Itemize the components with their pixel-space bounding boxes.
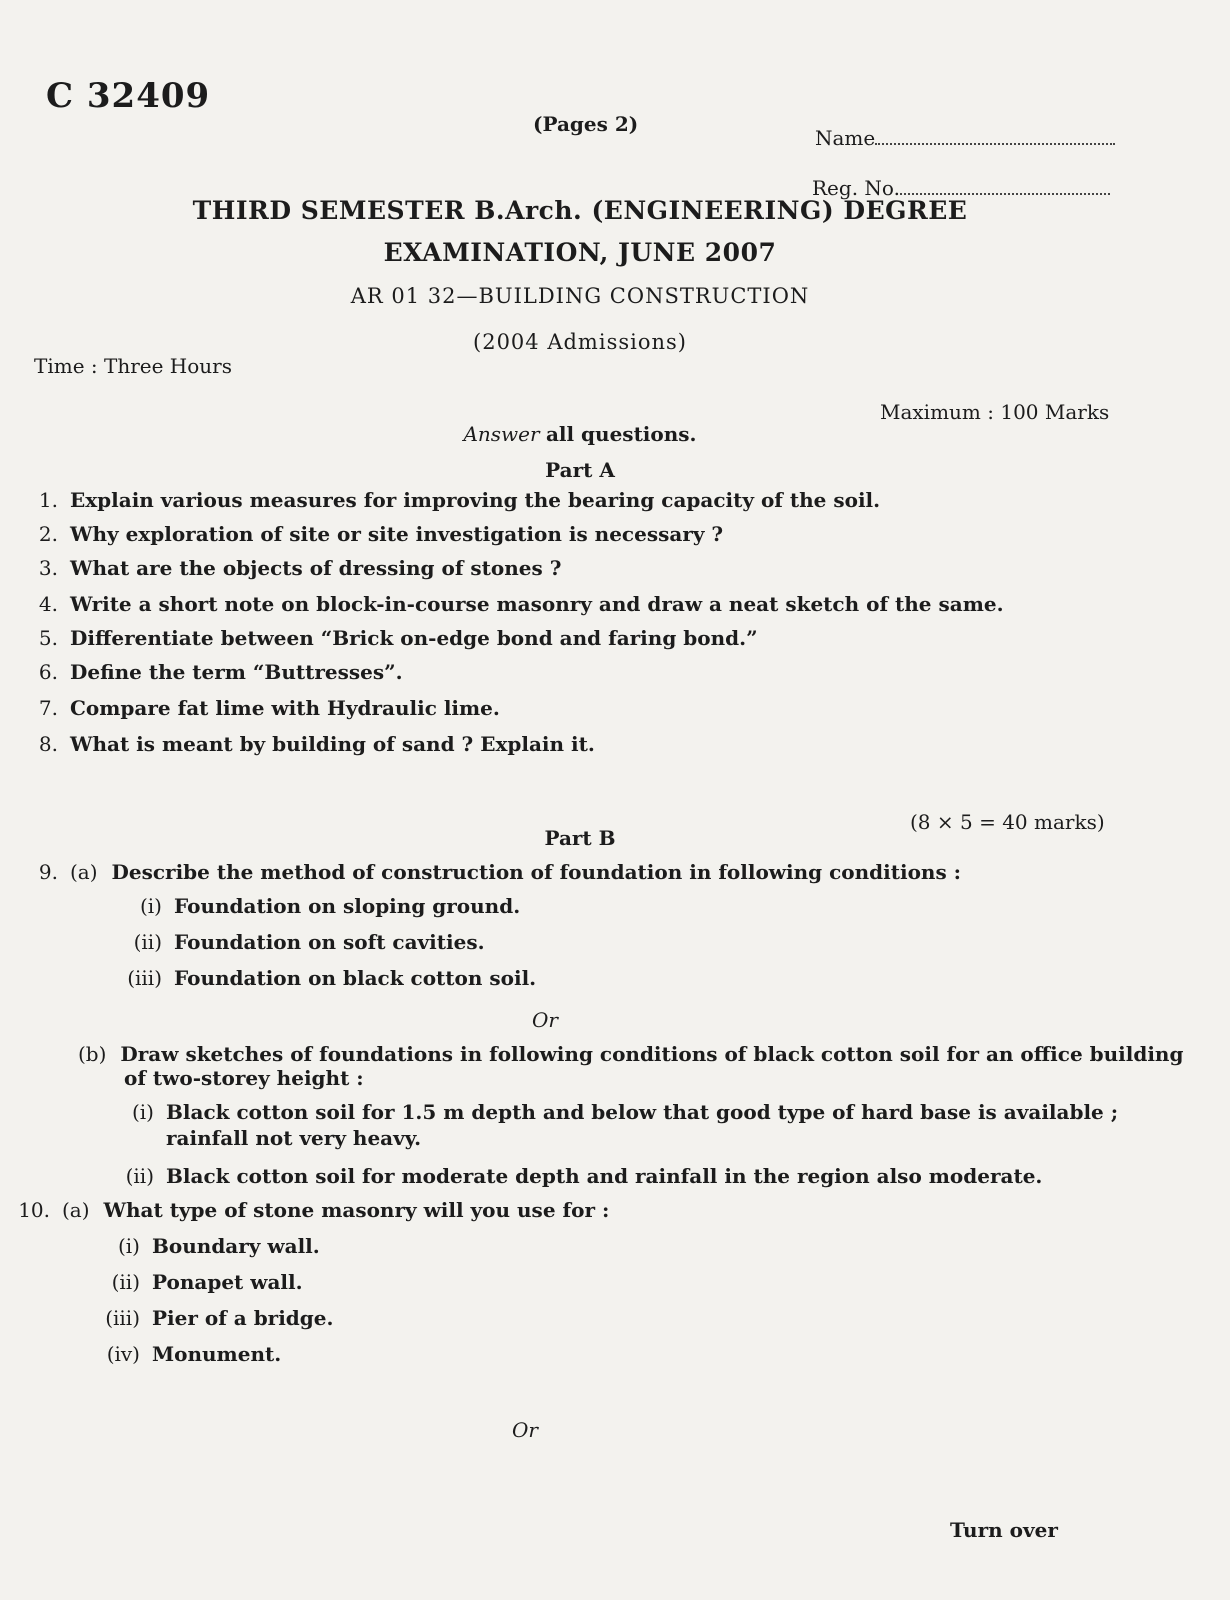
question-text: What type of stone masonry will you use for : bbox=[103, 1198, 610, 1222]
maximum-marks: Maximum : 100 Marks bbox=[880, 400, 1110, 424]
question-number: 6. bbox=[38, 660, 58, 684]
part-b-heading: Part B bbox=[544, 826, 616, 850]
question-number: 8. bbox=[38, 732, 58, 756]
question-text: Explain various measures for improving the bearing capacity of the soil. bbox=[70, 488, 881, 512]
item-text: Boundary wall. bbox=[152, 1234, 320, 1258]
q10a-item bbox=[96, 1306, 333, 1330]
part-a-question bbox=[22, 626, 758, 650]
item-label: (i) bbox=[117, 1234, 140, 1258]
paper-code: C 32409 bbox=[46, 76, 211, 116]
item-label: (i) bbox=[131, 1100, 154, 1124]
part-a-question bbox=[22, 592, 1004, 616]
name-label: Name bbox=[815, 126, 876, 150]
q9b-item bbox=[110, 1164, 1042, 1188]
name-field bbox=[815, 126, 1115, 150]
part-a-heading: Part A bbox=[545, 458, 615, 482]
time-allowed: Time : Three Hours bbox=[34, 354, 232, 378]
instruction-prefix: Answer bbox=[463, 422, 540, 446]
item-label: (ii) bbox=[111, 1270, 140, 1294]
question-number: 7. bbox=[38, 696, 58, 720]
item-label: (iv) bbox=[106, 1342, 140, 1366]
part-a-question bbox=[22, 488, 880, 512]
or-separator: Or bbox=[532, 1008, 558, 1032]
question-text: Write a short note on block-in-course masonry and draw a neat sketch of the same. bbox=[70, 592, 1004, 616]
pages-count: (Pages 2) bbox=[533, 112, 639, 136]
question-text: Describe the method of construction of foundation in following conditions : bbox=[111, 860, 962, 884]
q9b-item bbox=[110, 1100, 1118, 1124]
item-text: Monument. bbox=[152, 1342, 282, 1366]
subject-line: AR 01 32—BUILDING CONSTRUCTION bbox=[350, 284, 810, 308]
item-text-line1: Black cotton soil for 1.5 m depth and below that good type of hard base is available ; bbox=[166, 1100, 1119, 1124]
part-a-question bbox=[22, 696, 500, 720]
question-number: 4. bbox=[38, 592, 58, 616]
question-number: 5. bbox=[38, 626, 58, 650]
item-text-line1: Black cotton soil for moderate depth and rainfall in the region also moderate. bbox=[166, 1164, 1043, 1188]
part-a-question bbox=[22, 556, 561, 580]
instruction-bold: all questions. bbox=[545, 422, 697, 446]
item-label: (iii) bbox=[105, 1306, 140, 1330]
reg-no-label: Reg. No. bbox=[812, 176, 900, 200]
name-blank-line bbox=[875, 139, 1115, 145]
question-text: What is meant by building of sand ? Explain it. bbox=[70, 732, 595, 756]
exam-title-line1: THIRD SEMESTER B.Arch. (ENGINEERING) DEGREE bbox=[192, 196, 968, 225]
question-9-b-cont: of two-storey height : bbox=[124, 1066, 364, 1090]
item-text: Foundation on soft cavities. bbox=[174, 930, 485, 954]
item-text: Foundation on black cotton soil. bbox=[174, 966, 537, 990]
part-a-marks: (8 × 5 = 40 marks) bbox=[910, 810, 1105, 834]
item-label: (i) bbox=[139, 894, 162, 918]
part-a-question bbox=[22, 660, 403, 684]
q10a-item bbox=[96, 1270, 303, 1294]
question-text: Why exploration of site or site investigation is necessary ? bbox=[70, 522, 724, 546]
question-number: 1. bbox=[38, 488, 58, 512]
item-label: (iii) bbox=[127, 966, 162, 990]
question-9-b bbox=[78, 1042, 1183, 1066]
part-a-question bbox=[22, 732, 595, 756]
item-text: Ponapet wall. bbox=[152, 1270, 303, 1294]
item-label: (ii) bbox=[133, 930, 162, 954]
sub-question-label: (b) bbox=[78, 1042, 107, 1066]
question-text: Differentiate between “Brick on-edge bond and faring bond.” bbox=[70, 626, 758, 650]
admissions-line: (2004 Admissions) bbox=[473, 330, 687, 354]
question-10-a bbox=[6, 1198, 609, 1222]
question-text: What are the objects of dressing of stones ? bbox=[70, 556, 562, 580]
reg-no-blank-line bbox=[900, 189, 1110, 195]
question-text: Compare fat lime with Hydraulic lime. bbox=[70, 696, 500, 720]
or-separator: Or bbox=[512, 1418, 538, 1442]
sub-question-label: (a) bbox=[62, 1198, 90, 1222]
q9a-item bbox=[118, 894, 520, 918]
q10a-item bbox=[96, 1342, 281, 1366]
exam-title-line2: EXAMINATION, JUNE 2007 bbox=[383, 238, 777, 267]
item-label: (ii) bbox=[125, 1164, 154, 1188]
q9a-item bbox=[118, 930, 485, 954]
item-text: Foundation on sloping ground. bbox=[174, 894, 521, 918]
question-text: Define the term “Buttresses”. bbox=[70, 660, 403, 684]
q9b-item-cont: rainfall not very heavy. bbox=[166, 1126, 422, 1150]
question-9-a bbox=[22, 860, 961, 884]
question-number: 9. bbox=[38, 860, 58, 884]
question-number: 2. bbox=[38, 522, 58, 546]
q9a-item bbox=[118, 966, 536, 990]
sub-question-label: (a) bbox=[70, 860, 98, 884]
part-a-question bbox=[22, 522, 723, 546]
question-text-line1: Draw sketches of foundations in following conditions of black cotton soil for an office building bbox=[120, 1042, 1184, 1066]
question-number: 3. bbox=[38, 556, 58, 580]
turn-over: Turn over bbox=[950, 1518, 1058, 1542]
question-number: 10. bbox=[18, 1198, 50, 1222]
general-instruction bbox=[0, 422, 1160, 446]
q10a-item bbox=[96, 1234, 320, 1258]
item-text: Pier of a bridge. bbox=[152, 1306, 334, 1330]
